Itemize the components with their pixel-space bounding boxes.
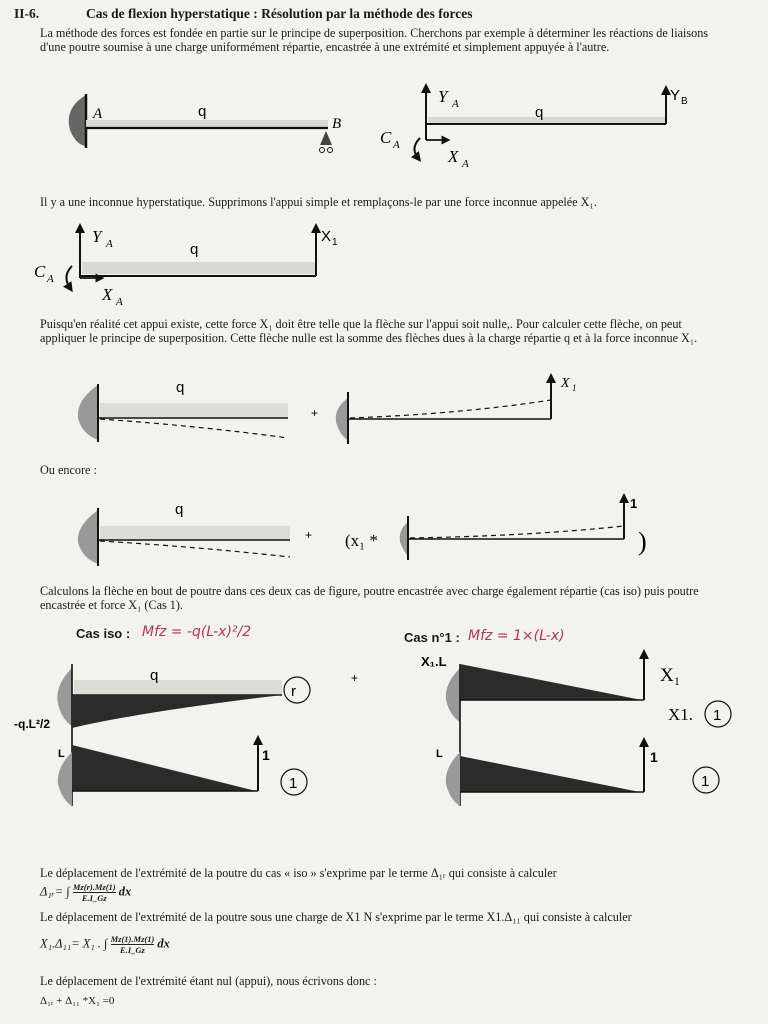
- formula-x1-delta-11-dx: dx: [157, 936, 170, 951]
- cas-iso-label: Cas iso :: [76, 626, 131, 641]
- close-paren: ): [638, 527, 647, 556]
- plus-sign-3: +: [351, 671, 359, 685]
- label-q-4: q: [176, 379, 185, 396]
- label-l-2: L: [436, 748, 443, 760]
- triangular-moment-area-3: [460, 756, 640, 792]
- diagram-reactions: [380, 87, 688, 170]
- label-q-5: q: [175, 501, 184, 518]
- label-xa-2-sub: A: [116, 296, 123, 308]
- label-x1-a-sub: 1: [332, 237, 338, 248]
- label-xa-1-sub: A: [462, 158, 469, 170]
- intro-paragraph: La méthode des forces est fondée en partie sur le principe de superposition. Cherchons par exemple à déterminer les réactions de liaisons d'une poutre soumise à une charge uniformément répartie, encastrée à une extrémité et simplement appuyée à l'autre.: [40, 26, 709, 54]
- formula-compatibility: Δ₁ᵣ + Δ₁₁ *X₁ =0: [40, 995, 115, 1007]
- diagram-fixed-pinned-beam: [69, 94, 341, 153]
- cas-iso-handwritten: Mfz = -q(L-x)²/2: [142, 624, 252, 640]
- label-b: B: [332, 116, 342, 132]
- label-yb-sub: B: [681, 96, 688, 107]
- hyperstatic-paragraph: Il y a une inconnue hyperstatique. Supprimons l'appui simple et remplaçons-le par une force inconnue appelée X₁.: [40, 195, 597, 209]
- label-xa-2: X: [102, 285, 113, 304]
- diagram-beam-x1: [34, 227, 338, 308]
- deplacement-x1-text: Le déplacement de l'extrémité de la poutre sous une charge de X1 N s'exprime par le terme X1.Δ₁₁ qui consiste à calculer: [40, 910, 632, 924]
- label-q-3: q: [190, 241, 199, 258]
- section-heading: Cas de flexion hyperstatique : Résolution par la méthode des forces: [86, 6, 473, 21]
- label-ya-1: Y: [438, 87, 448, 106]
- diagram-cas-iso-moment: [14, 664, 358, 806]
- superposition-paragraph: Puisqu'en réalité cet appui existe, cette force X₁ doit être telle que la flèche sur l'appui soit nulle,. Pour calculer cette flèche, on peut appliquer le principe de superposition. Cette flèche nulle est la somme des flèches dues à la charge répartie q et à la force inconnue X₁.: [40, 317, 698, 345]
- label-ya-2-sub: A: [106, 238, 113, 250]
- label-x1l: X₁.L: [421, 654, 447, 669]
- label-ya-2: Y: [92, 227, 102, 246]
- circle-r: [284, 677, 310, 703]
- ou-encore-text: Ou encore :: [40, 463, 97, 477]
- circle-1-a-label: 1: [289, 775, 298, 792]
- circle-1-b-label: 1: [713, 707, 722, 724]
- formula-x1-delta-11-denominator: E.I_Gz: [111, 944, 155, 955]
- formula-delta-1r-numerator: Mz(r).Mz(1): [72, 882, 116, 892]
- label-q-6: q: [150, 667, 159, 684]
- formula-delta-1r-denominator: E.I_Gz: [73, 892, 116, 903]
- label-ca-1-sub: A: [393, 139, 400, 151]
- plus-sign-2: +: [305, 528, 313, 542]
- label-x1-star: (x₁ *: [345, 531, 378, 550]
- label-one-b: 1: [262, 747, 270, 763]
- diagram-ou-encore: [78, 496, 647, 566]
- label-q-2: q: [535, 104, 544, 121]
- circle-r-label: r: [291, 683, 296, 700]
- diagram-superposition: [78, 376, 577, 444]
- label-ca-2: C: [34, 262, 46, 281]
- formula-x1-delta-11-lhs: X₁.Δ₁₁= X₁ . ∫: [40, 936, 108, 951]
- label-x1-b-sub: 1: [572, 383, 577, 393]
- label-neg-ql2: -q.L²/2: [14, 717, 50, 731]
- deplacement-iso-text: Le déplacement de l'extrémité de la poutre du cas « iso » s'exprime par le terme Δ₁ᵣ qui consiste à calculer: [40, 866, 557, 880]
- label-xa-1: X: [448, 147, 459, 166]
- label-l-1: L: [58, 748, 65, 760]
- section-number: II-6.: [14, 6, 40, 21]
- label-ca-1: C: [380, 128, 392, 147]
- label-q-1: q: [198, 103, 207, 120]
- label-ya-1-sub: A: [452, 98, 459, 110]
- triangular-moment-area-1: [72, 745, 256, 791]
- circle-1-c-label: 1: [701, 773, 710, 790]
- formula-delta-1r-dx: dx: [118, 884, 132, 899]
- label-one-a: 1: [630, 496, 638, 511]
- label-x1-a: X: [321, 228, 332, 245]
- fixed-support-shape: [69, 95, 86, 146]
- plus-sign-1: +: [311, 406, 319, 420]
- label-one-c: 1: [650, 749, 658, 765]
- label-x1-c: X₁: [660, 665, 681, 686]
- formula-delta-1r-lhs: Δ₁ᵣ= ∫: [40, 884, 70, 899]
- label-x1-dot: X1.: [668, 705, 694, 724]
- label-x1-b: X: [561, 376, 570, 391]
- parabolic-moment-area: [72, 695, 282, 728]
- deplacement-nul-text: Le déplacement de l'extrémité étant nul (appui), nous écrivons donc :: [40, 974, 377, 988]
- calculons-paragraph: Calculons la flèche en bout de poutre dans ces deux cas de figure, poutre encastrée avec charge également répartie (cas iso) puis poutre encastrée et force X₁ (Cas 1).: [40, 584, 699, 612]
- pinned-support-shape: [320, 131, 332, 145]
- label-ca-2-sub: A: [47, 273, 54, 285]
- formula-x1-delta-11-numerator: Mz(1).Mz(1): [110, 934, 155, 944]
- triangular-moment-area-2: [460, 664, 642, 700]
- label-a: A: [93, 106, 103, 122]
- diagram-cas-n1-moment: [421, 654, 731, 806]
- label-yb: Y: [670, 87, 681, 104]
- cas-n1-handwritten: Mfz = 1×(L-x): [468, 628, 565, 644]
- cas-n1-label: Cas n°1 :: [404, 630, 460, 645]
